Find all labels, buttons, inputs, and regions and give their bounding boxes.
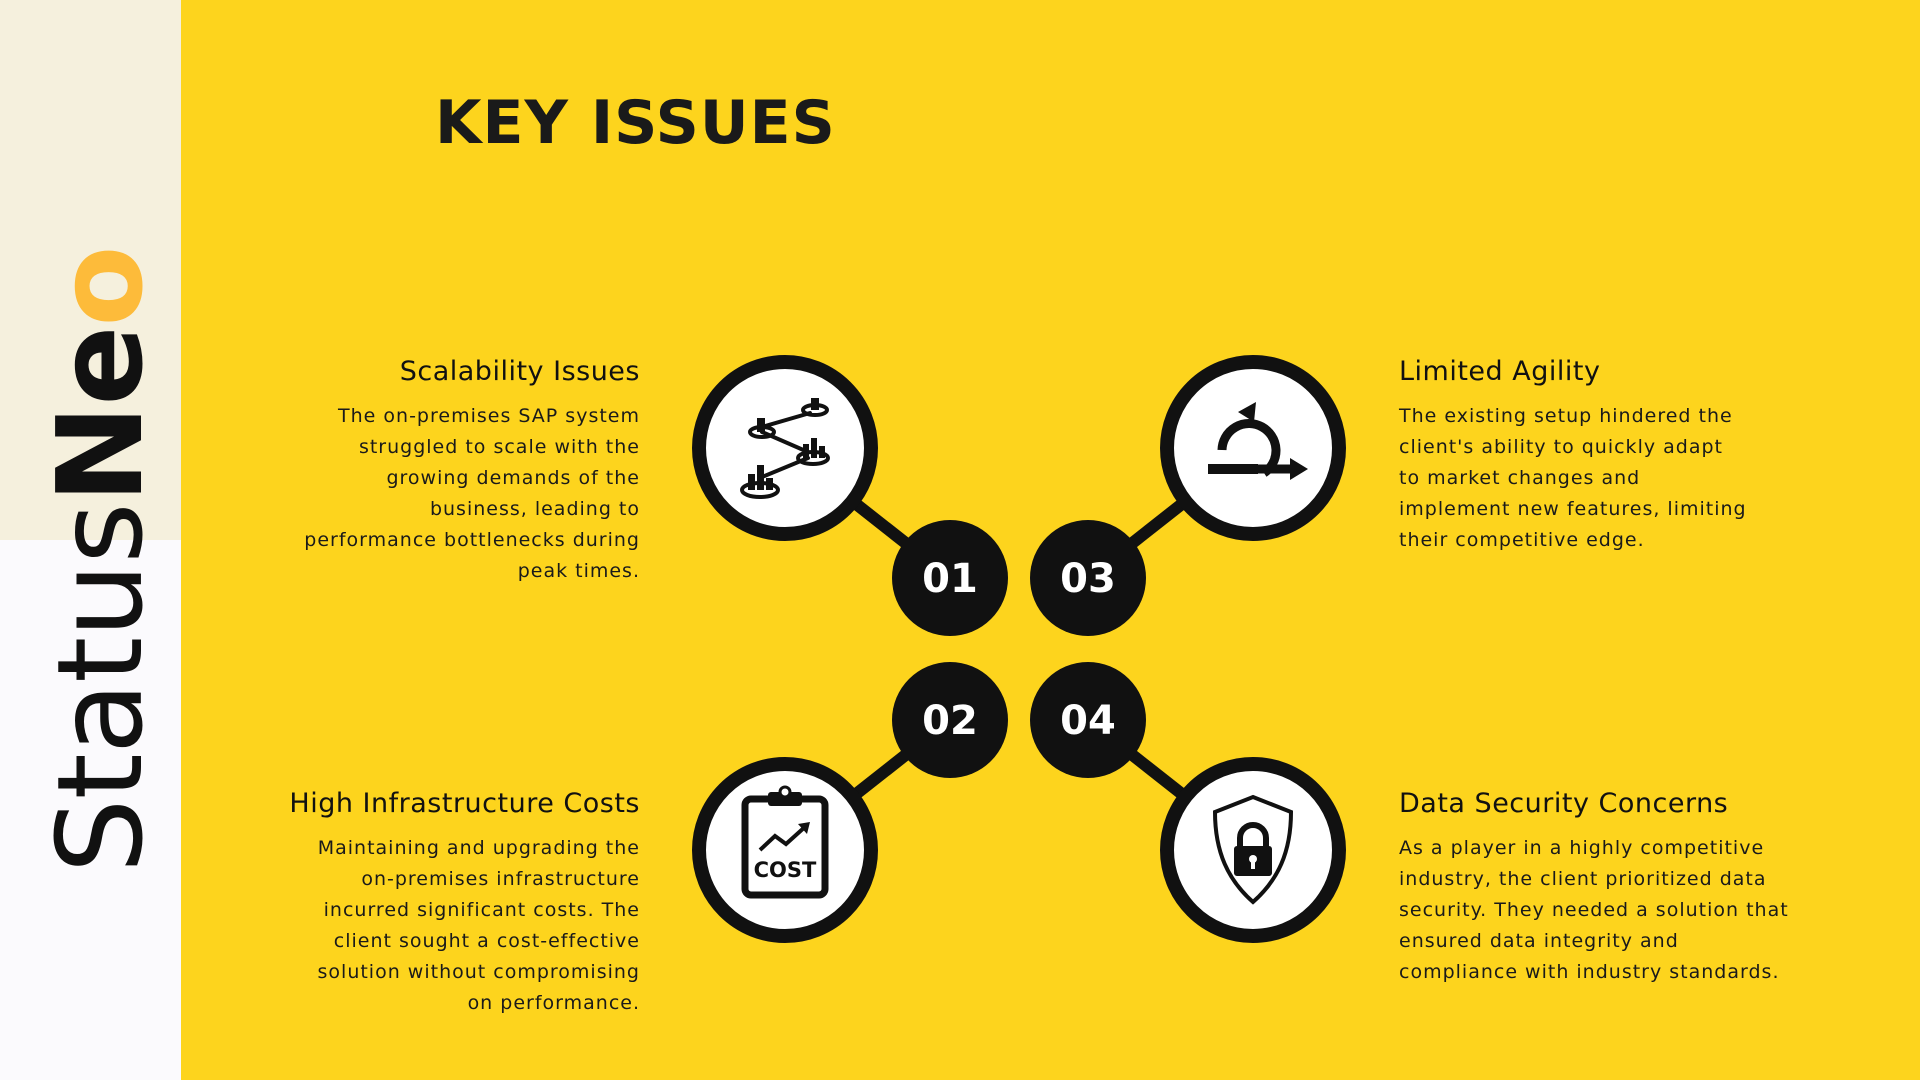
logo-part-o: o — [31, 246, 169, 327]
number-badge-03 — [1030, 520, 1146, 636]
logo-part-status: Status — [31, 503, 169, 874]
issues-hub-diagram — [680, 340, 1360, 960]
issue-body: The on-premises SAP system struggled to scale with the growing demands of the business, leading to performance bottlenecks during peak times. — [304, 405, 640, 582]
issue-heading: Limited Agility — [1399, 356, 1601, 387]
page-title: KEY ISSUES — [435, 88, 836, 158]
issue-heading: Scalability Issues — [399, 356, 640, 387]
issue-block-agility — [1399, 356, 1819, 556]
shield-lock-icon — [1167, 764, 1339, 936]
statusneo-logo — [31, 246, 169, 874]
issue-heading: High Infrastructure Costs — [289, 788, 640, 819]
issue-body: As a player in a highly competitive industry, the client prioritized data security. They needed a solution that ensured data integrity and compliance with industry standards. — [1399, 837, 1789, 983]
cost-icon-label: COST — [753, 858, 817, 882]
number-label: 02 — [922, 698, 978, 744]
issue-body: The existing setup hindered the client's ability to quickly adapt to market changes and implement new features, limiting their competitive edge. — [1399, 405, 1747, 551]
scalability-chart-icon — [699, 362, 871, 534]
number-badge-02 — [892, 662, 1008, 778]
cost-clipboard-icon — [699, 764, 871, 936]
number-label: 04 — [1060, 698, 1116, 744]
number-badge-01 — [892, 520, 1008, 636]
issue-block-costs — [220, 788, 640, 1019]
agile-cycle-icon — [1167, 362, 1339, 534]
number-label: 01 — [922, 556, 978, 602]
number-badge-04 — [1030, 662, 1146, 778]
issue-block-security — [1399, 788, 1819, 988]
issue-heading: Data Security Concerns — [1399, 788, 1729, 819]
sidebar — [0, 0, 181, 1080]
number-label: 03 — [1060, 556, 1116, 602]
logo-part-ne: Ne — [31, 326, 169, 504]
issue-block-scalability — [220, 356, 640, 587]
issue-body: Maintaining and upgrading the on-premises infrastructure incurred significant costs. The client sought a cost-effective solution without compromising on performance. — [317, 837, 640, 1014]
